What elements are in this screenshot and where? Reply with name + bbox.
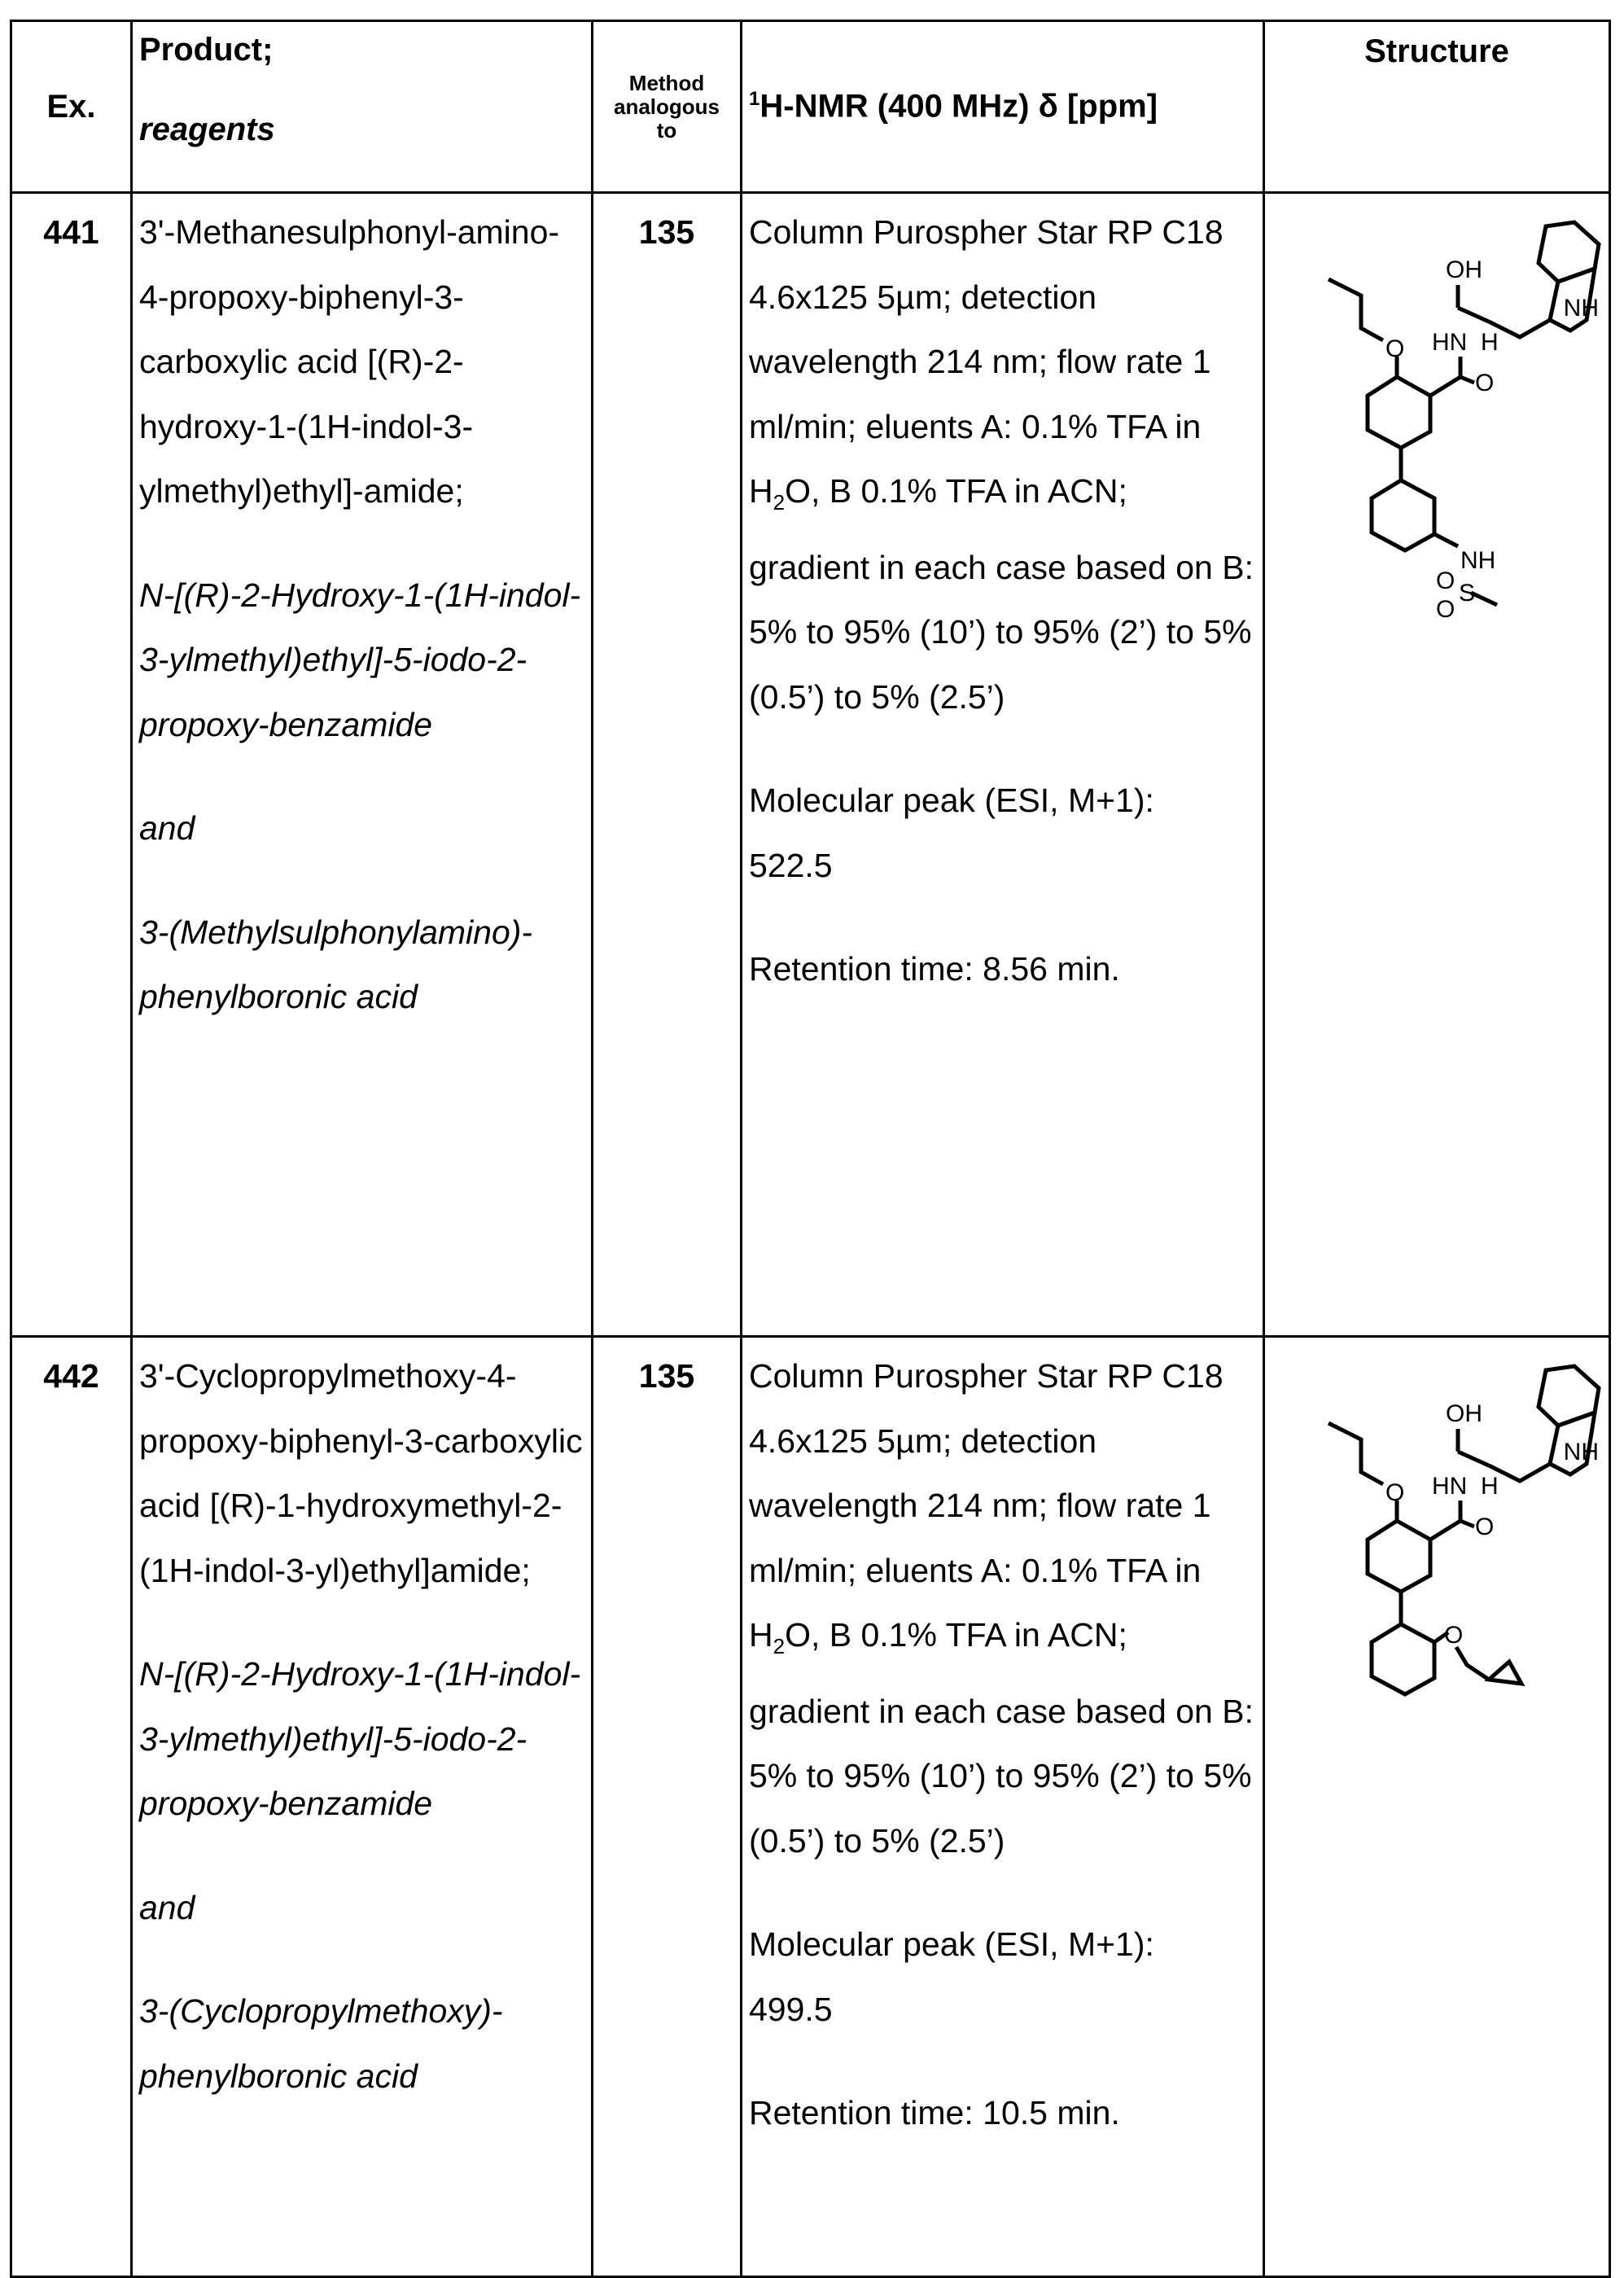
hplc-text: Column Purospher Star RP C18 4.6x125 5µm; detection wavelength 214 nm; flow rate 1 ml/min; eluents A: 0.1% TFA in H bbox=[749, 1357, 1223, 1654]
structure-cell bbox=[1264, 1337, 1610, 2277]
reagent-and: and bbox=[139, 796, 584, 861]
reagent-1: N-[(R)-2-Hydroxy-1-(1H-indol-3-ylmethyl)ethyl]-5-iodo-2-propoxy-benzamide bbox=[139, 1642, 584, 1837]
table-row bbox=[11, 193, 1610, 1337]
header-product bbox=[132, 21, 593, 193]
product-cell bbox=[132, 1337, 593, 2277]
label-o: O bbox=[1436, 567, 1455, 594]
hplc-text: O, B 0.1% TFA in ACN; gradient in each case based on B: 5% to 95% (10’) to 95% (2’) to 5% (0.5’) to 5% (2.5’) bbox=[749, 1616, 1254, 1860]
retention-time: Retention time: 10.5 min. bbox=[749, 2081, 1256, 2146]
method-number: 135 bbox=[593, 193, 742, 1337]
label-o: O bbox=[1475, 1514, 1494, 1540]
hplc-conditions bbox=[749, 200, 1256, 729]
label-h: H bbox=[1481, 1473, 1499, 1500]
label-h: H bbox=[1481, 329, 1499, 356]
label-nh: NH bbox=[1460, 547, 1495, 574]
header-nmr-sup: 1 bbox=[749, 88, 759, 110]
header-nmr-label: H-NMR (400 MHz) δ [ppm] bbox=[759, 89, 1158, 125]
analytics-cell bbox=[742, 1337, 1264, 2277]
method-number: 135 bbox=[593, 1337, 742, 2277]
hplc-sub: 2 bbox=[773, 490, 785, 515]
hplc-text: Column Purospher Star RP C18 4.6x125 5µm; detection wavelength 214 nm; flow rate 1 ml/min; eluents A: 0.1% TFA in H bbox=[749, 213, 1223, 510]
hplc-sub: 2 bbox=[773, 1634, 785, 1658]
header-row bbox=[11, 21, 1610, 193]
product-cell bbox=[132, 193, 593, 1337]
label-nh: NH bbox=[1564, 295, 1599, 322]
molecular-peak-label: Molecular peak (ESI, M+1): bbox=[749, 769, 1256, 834]
compound-table bbox=[10, 20, 1611, 2278]
reagent-2: 3-(Methylsulphonylamino)-phenylboronic acid bbox=[139, 900, 584, 1030]
hplc-text: O, B 0.1% TFA in ACN; gradient in each case based on B: 5% to 95% (10’) to 95% (2’) to 5% (0.5’) to 5% (2.5’) bbox=[749, 472, 1254, 716]
header-method-line: Method bbox=[593, 72, 740, 95]
label-o: O bbox=[1444, 1622, 1463, 1649]
reagent-2: 3-(Cyclopropylmethoxy)-phenylboronic acid bbox=[139, 1979, 584, 2109]
label-o: O bbox=[1385, 335, 1404, 362]
reagent-and: and bbox=[139, 1876, 584, 1941]
label-nh: NH bbox=[1564, 1439, 1599, 1465]
table-row bbox=[11, 1337, 1610, 2277]
header-structure: Structure bbox=[1264, 21, 1610, 193]
product-name: 3'-Cyclopropylmethoxy-4-propoxy-biphenyl-3-carboxylic acid [(R)-1-hydroxymethyl-2-(1H-indol-3-yl)ethyl]amide; bbox=[139, 1344, 584, 1603]
header-method-line: to bbox=[593, 119, 740, 142]
label-o: O bbox=[1436, 596, 1455, 623]
header-product-label: Product; bbox=[139, 30, 591, 69]
label-hn: HN bbox=[1432, 1473, 1467, 1500]
header-method bbox=[593, 21, 742, 193]
header-nmr bbox=[742, 21, 1264, 193]
example-number: 441 bbox=[11, 193, 132, 1337]
label-o: O bbox=[1385, 1479, 1404, 1506]
analytics-cell bbox=[742, 193, 1264, 1337]
header-method-line: analogous bbox=[593, 95, 740, 119]
molecular-peak-label: Molecular peak (ESI, M+1): bbox=[749, 1912, 1256, 1978]
molecular-peak: 522.5 bbox=[749, 834, 1256, 899]
chemical-structure-442 bbox=[1265, 1338, 1607, 1794]
product-name: 3'-Methanesulphonyl-amino-4-propoxy-biphenyl-3-carboxylic acid [(R)-2-hydroxy-1-(1H-indol-3-ylmethyl)ethyl]-amide; bbox=[139, 200, 584, 524]
label-s: S bbox=[1459, 580, 1475, 607]
structure-cell bbox=[1264, 193, 1610, 1337]
label-oh: OH bbox=[1446, 256, 1482, 283]
example-number: 442 bbox=[11, 1337, 132, 2277]
retention-time: Retention time: 8.56 min. bbox=[749, 937, 1256, 1002]
label-o: O bbox=[1475, 370, 1494, 396]
label-oh: OH bbox=[1446, 1400, 1482, 1427]
label-hn: HN bbox=[1432, 329, 1467, 356]
header-ex: Ex. bbox=[11, 21, 132, 193]
hplc-conditions bbox=[749, 1344, 1256, 1873]
reagent-1: N-[(R)-2-Hydroxy-1-(1H-indol-3-ylmethyl)ethyl]-5-iodo-2-propoxy-benzamide bbox=[139, 563, 584, 758]
chemical-structure-441 bbox=[1265, 194, 1607, 650]
header-reagents-label: reagents bbox=[139, 110, 591, 149]
molecular-peak: 499.5 bbox=[749, 1978, 1256, 2043]
